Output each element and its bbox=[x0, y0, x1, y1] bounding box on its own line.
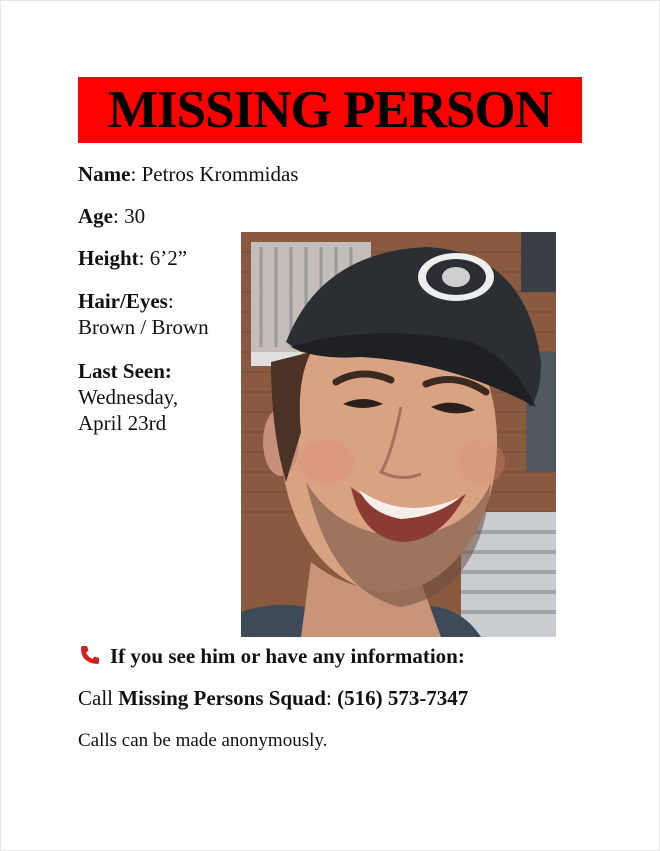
last-seen-field bbox=[78, 358, 178, 436]
age-label: Age bbox=[78, 204, 113, 228]
call-prefix: Call bbox=[78, 686, 113, 710]
phone-number: (516) 573-7347 bbox=[337, 686, 469, 710]
call-line: Call Missing Persons Squad: (516) 573-7347 bbox=[78, 686, 469, 710]
heading-banner bbox=[78, 77, 582, 143]
name-label: Name bbox=[78, 162, 131, 186]
name-field: Name: Petros Krommidas bbox=[78, 162, 299, 186]
age-field: Age: 30 bbox=[78, 204, 146, 228]
phone-icon bbox=[78, 643, 102, 667]
height-label: Height bbox=[78, 246, 139, 270]
last-seen-label: Last Seen: bbox=[78, 359, 172, 383]
squad-name: Missing Persons Squad bbox=[118, 686, 326, 710]
person-photo bbox=[241, 232, 556, 637]
hair-eyes-value: Brown / Brown bbox=[78, 315, 209, 339]
hair-eyes-label: Hair/Eyes bbox=[78, 289, 168, 313]
name-value: Petros Krommidas bbox=[141, 162, 299, 186]
height-value: 6’2” bbox=[149, 246, 188, 270]
height-field: Height: 6’2” bbox=[78, 246, 188, 270]
age-value: 30 bbox=[124, 204, 146, 228]
hair-eyes-field: Hair/Eyes: Brown / Brown bbox=[78, 289, 209, 339]
contact-prompt-text: If you see him or have any information: bbox=[110, 644, 465, 668]
contact-prompt bbox=[78, 643, 465, 669]
page-title: MISSING PERSON bbox=[108, 80, 552, 139]
last-seen-line2: April 23rd bbox=[78, 411, 167, 435]
anonymous-note: Calls can be made anonymously. bbox=[78, 730, 328, 751]
last-seen-line1: Wednesday, bbox=[78, 385, 179, 409]
